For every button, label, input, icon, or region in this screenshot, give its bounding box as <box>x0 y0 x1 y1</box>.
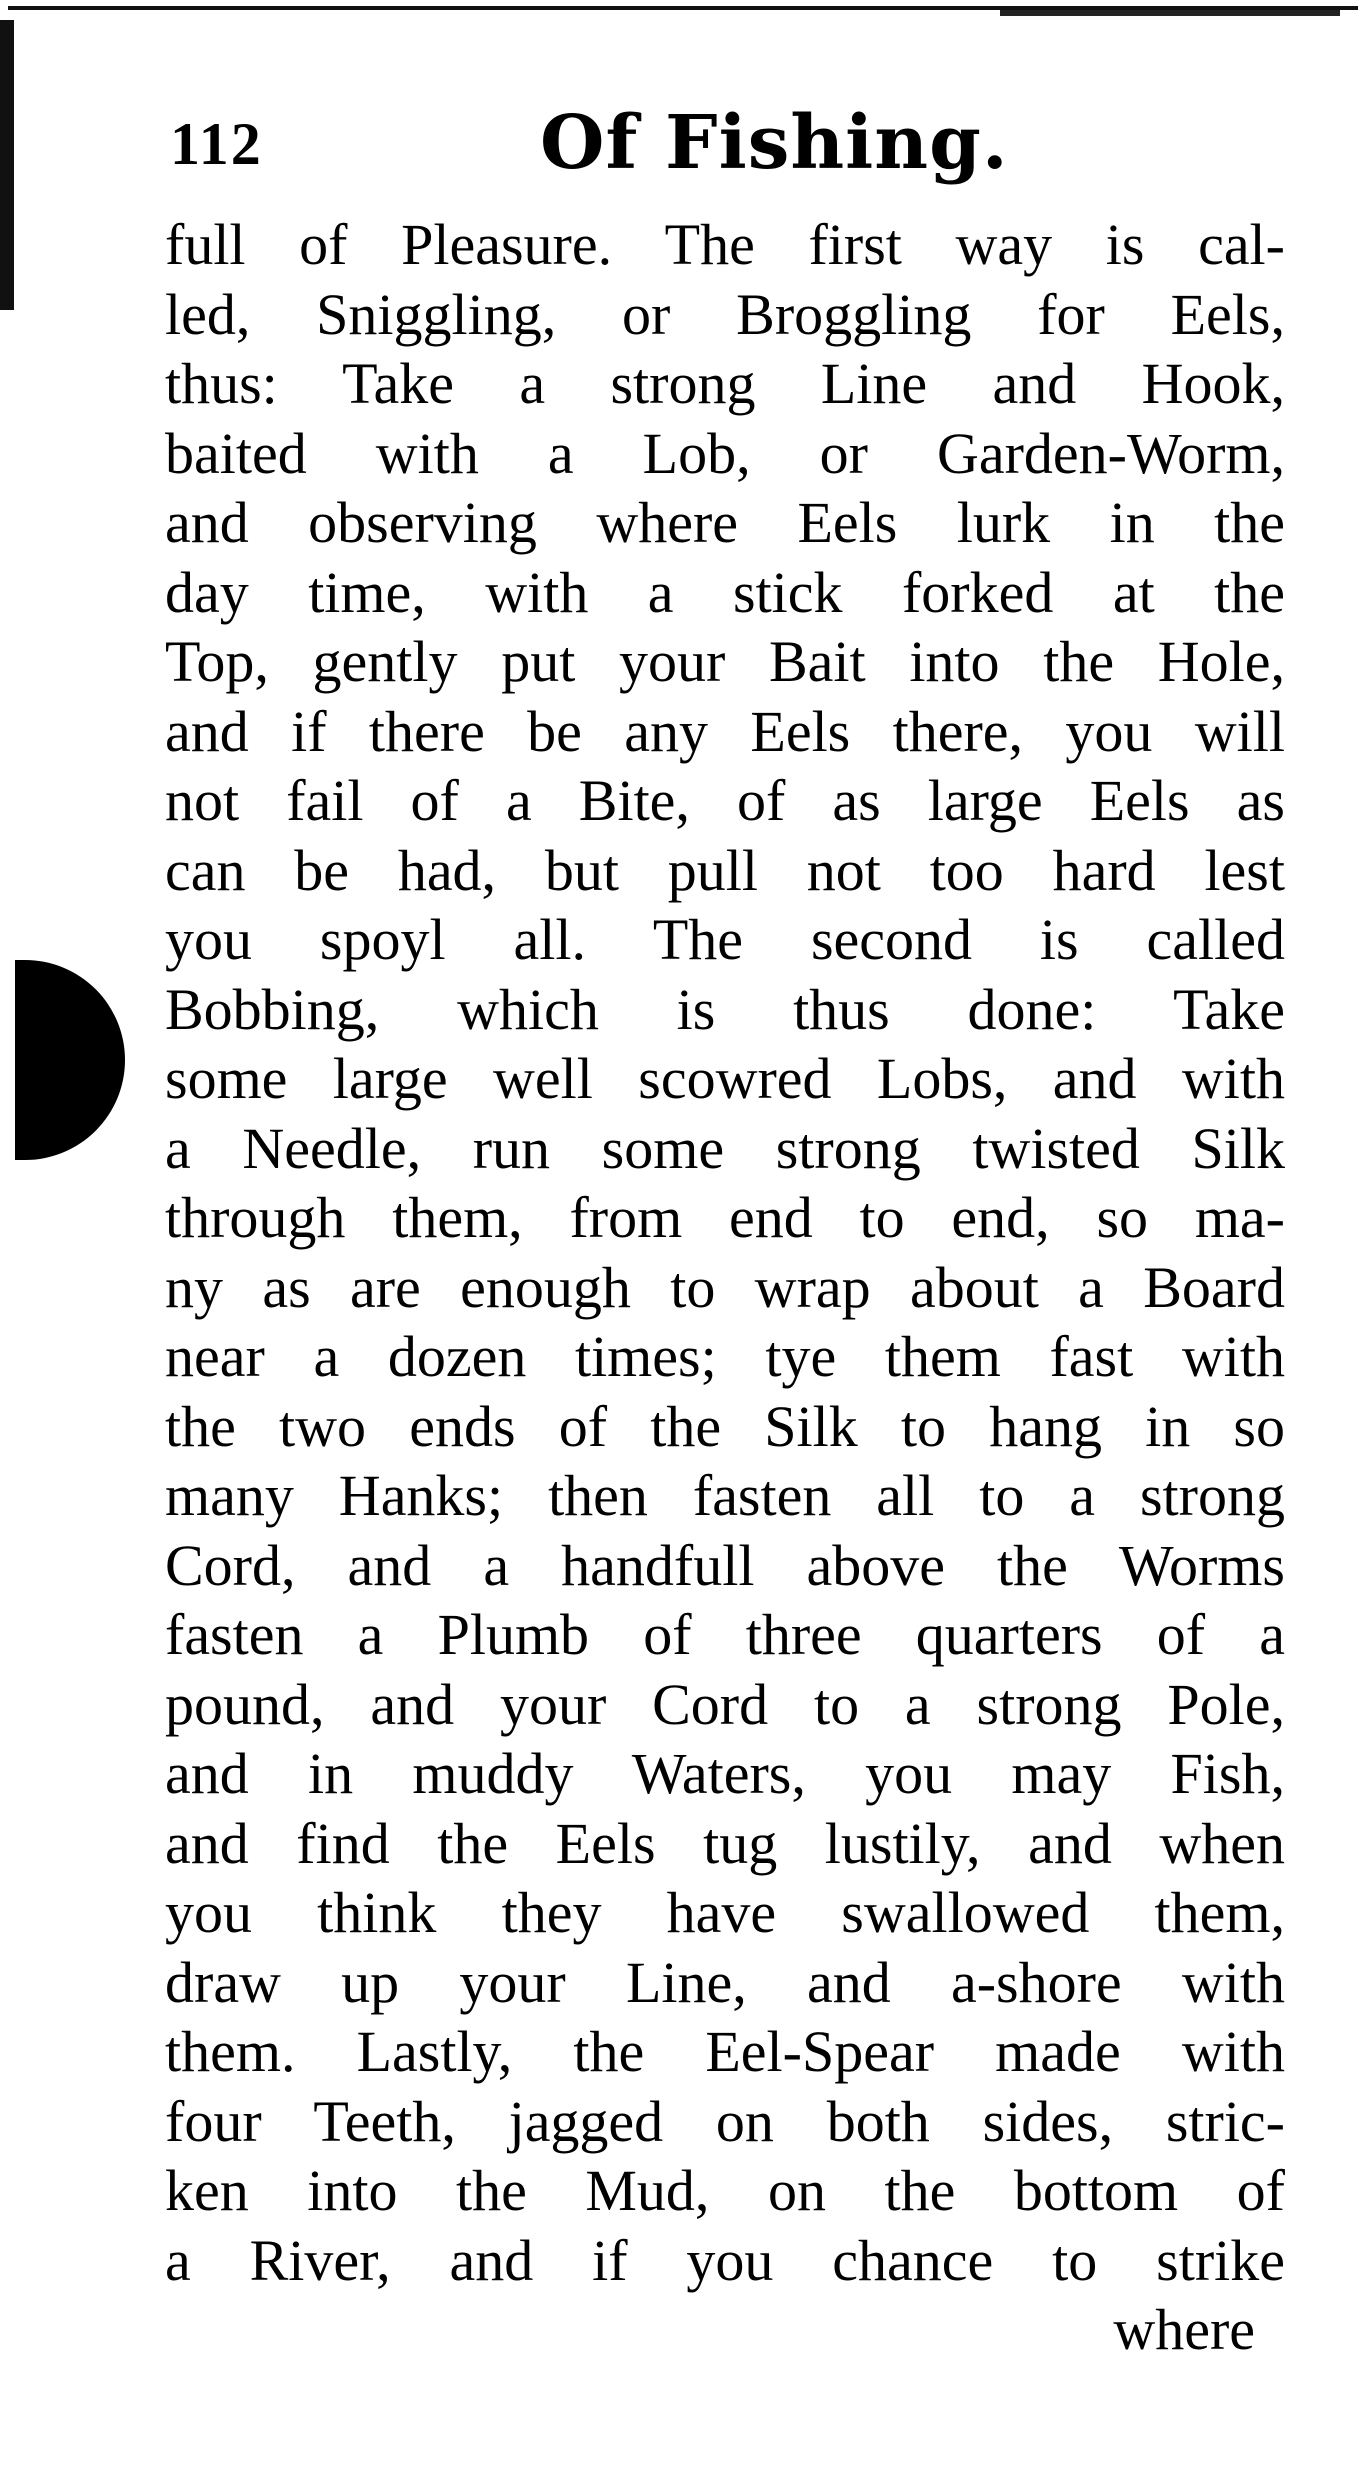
text-line: you think they have swallowed them, <box>165 1880 1285 1945</box>
text-line: through them, from end to end, so ma- <box>165 1185 1285 1250</box>
top-edge-rule-right <box>1000 10 1340 16</box>
text-line: ken into the Mud, on the bottom of <box>165 2158 1285 2223</box>
text-line: and find the Eels tug lustily, and when <box>165 1810 1285 1876</box>
catchword: where <box>1113 2297 1255 2362</box>
text-line: ny as are enough to wrap about a Board <box>165 1254 1285 1320</box>
binding-edge <box>0 20 14 310</box>
text-line: near a dozen times; tye them fast with <box>165 1324 1285 1389</box>
text-line: four Teeth, jagged on both sides, stric- <box>165 2088 1285 2154</box>
text-line: and in muddy Waters, you may Fish, <box>165 1741 1285 1806</box>
text-line: and if there be any Eels there, you will <box>165 698 1285 764</box>
text-line: full of Pleasure. The first way is cal- <box>165 212 1285 277</box>
text-line: Cord, and a handfull above the Worms <box>165 1532 1285 1598</box>
text-line: thus: Take a strong Line and Hook, <box>165 351 1285 416</box>
ink-blot <box>15 960 125 1160</box>
text-line: and observing where Eels lurk in the <box>165 490 1285 555</box>
text-line: Bobbing, which is thus done: Take <box>165 976 1285 1042</box>
page-number: 112 <box>170 111 263 177</box>
text-line: fasten a Plumb of three quarters of a <box>165 1602 1285 1667</box>
text-line: you spoyl all. The second is called <box>165 907 1285 972</box>
text-line: many Hanks; then fasten all to a strong <box>165 1463 1285 1528</box>
text-line: baited with a Lob, or Garden-Worm, <box>165 420 1285 486</box>
text-line: draw up your Line, and a-shore with <box>165 1949 1285 2015</box>
text-line: not fail of a Bite, of as large Eels as <box>165 768 1285 833</box>
text-line: a Needle, run some strong twisted Silk <box>165 1115 1285 1181</box>
text-line: can be had, but pull not too hard lest <box>165 837 1285 903</box>
running-head: Of Fishing. <box>540 100 1009 186</box>
body-text <box>165 210 1285 2365</box>
text-line: a River, and if you chance to strike <box>165 2227 1285 2293</box>
text-line: the two ends of the Silk to hang in so <box>165 1393 1285 1459</box>
text-line: them. Lastly, the Eel-Spear made with <box>165 2019 1285 2084</box>
text-line: some large well scowred Lobs, and with <box>165 1046 1285 1111</box>
page-header <box>170 100 1270 200</box>
text-line: Top, gently put your Bait into the Hole, <box>165 629 1285 694</box>
text-line: pound, and your Cord to a strong Pole, <box>165 1671 1285 1737</box>
text-line: led, Sniggling, or Broggling for Eels, <box>165 281 1285 347</box>
text-line: day time, with a stick forked at the <box>165 559 1285 625</box>
